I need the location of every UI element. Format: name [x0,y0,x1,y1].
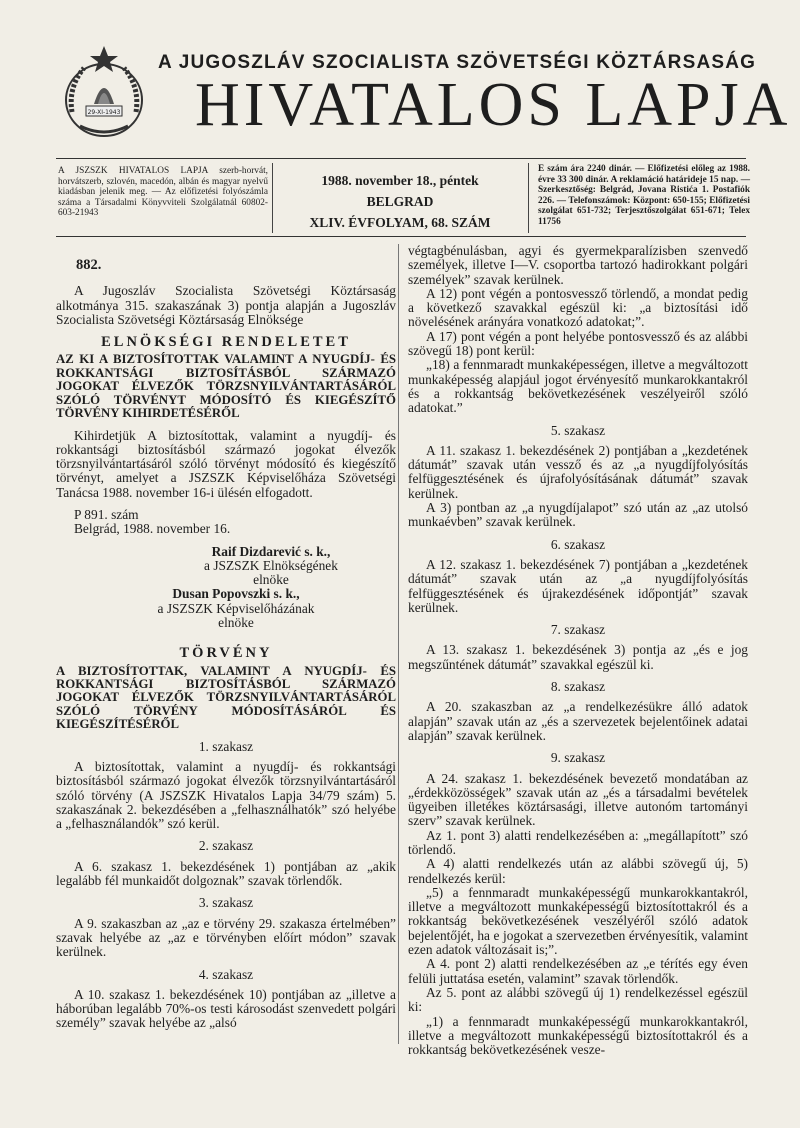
signatory-1-title: elnöke [253,572,289,588]
header-divider-right [528,163,529,233]
section-1-heading: 1. szakasz [198,738,254,754]
section-5-text-b: A 3) pontban az „a nyugdíjalapot” szó után az „az utolsó munkaévben” szavak kerülnek. [408,500,748,530]
header-publication-info: A JSZSZK HIVATALOS LAPJA szerb-horvát, horvátszerb, szlovén, macedón, albán és magyar nyelvű kiadásban jelenik meg. — Az előfizetési folyószámla száma a Társadalmi Könyvviteli Szolgálatnál 60802-603-21943 [58,166,268,218]
emblem-date: 29-XI-1943 [87,109,121,116]
signatory-1-name: Raif Dizdarević s. k., [211,543,331,559]
promulgation-paragraph: Kihirdetjük A biztosítottak, valamint a nyugdíj- és rokkantsági biztosításból származó jogokat élvezők törzsnyilvántartásáról szóló törvényt módosító és kiegészítő törvényt, amelyet a JSZSZK Képviselőháza Szövetségi Tanácsa 1988. november 16-i ülésén elfogadott. [56,427,396,500]
issue-number: XLIV. ÉVFOLYAM, 68. SZÁM [309,215,491,230]
header-divider-left [272,163,273,233]
state-emblem-icon [58,42,150,142]
section-3-heading: 3. szakasz [198,895,254,911]
header-rule-bottom [56,236,746,237]
section-6-heading: 6. szakasz [550,536,606,552]
presidium-title: ELNÖKSÉGI RENDELETET [101,334,351,351]
section-7-text: A 13. szakasz 1. bekezdésének 3) pontja az „és e jog megszűntének dátumát” szavakkal egészül ki. [408,642,748,672]
section-9-text-d: „5) a fennmaradt munkaképességű munkarokkantakról, illetve a megváltozott munkaképességű biztosítottakról és a rokkantság bekövetkezésének veszélyéről szóló adatok bejelentőjét, ha e jogokat a szervezetben érvényesítik, valamint ezen adatok változásait is;”. [408,884,748,958]
section-5-heading: 5. szakasz [550,422,606,438]
left-column [56,244,396,1031]
issue-date: 1988. november 18., péntek [321,173,479,188]
intro-paragraph: A Jugoszláv Szocialista Szövetségi Köztársaság alkotmánya 315. szakaszának 3) pontja alapján a Jugoszláv Szocialista Szövetségi Köztársaság Elnöksége [56,283,396,327]
reference-number: P 891. szám [74,507,139,522]
law-title: A BIZTOSÍTOTTAK, VALAMINT A NYUGDÍJ- ÉS ROKKANTSÁGI BIZTOSÍTÁSBÓL SZÁRMAZÓ JOGOKAT ÉLVEZŐK TÖRZSNYILVÁNTARTÁSÁRÓL SZÓLÓ TÖRVÉNY MÓDOSÍTÁSÁRÓL ÉS KIEGÉSZÍTÉSÉRŐL [56,663,396,732]
header-price-info: E szám ára 2240 dinár. — Előfizetési előleg az 1988. évre 33 300 dinár. A reklamáció határideje 15 nap. — Szerkesztőség: Belgrád, Jovana Ristića 1. Postafiók 226. — Telefonszámok: Központ: 650-155; Előfizetési szolgálat 651-732; Terjesztőszolgálat 651-671; Telex 11756 [538,164,750,227]
section-2-text: A 6. szakasz 1. bekezdésének 1) pontjában az „akik legalább fél munkaidőt dolgoznak” szavak törlendők. [56,858,396,889]
section-9-text-b: Az 1. pont 3) alatti rendelkezésében a: „megállapított” szó törlendő. [408,827,748,857]
section-9-text-f: Az 5. pont az alábbi szövegű új 1) rendelkezéssel egészül ki: [408,984,748,1015]
section-5-text-a: A 11. szakasz 1. bekezdésének 2) pontjában a „kezdetének dátumát” szavak után vessző és az „a nyugdíjfolyósítás felfüggesztésének és újrafolyósításának dátumát” szavak kerülnek. [408,442,748,501]
signatory-2-role: a JSZSZK Képviselőházának [157,600,315,616]
point-12-paragraph: A 12) pont végén a pontosvessző törlendő, a mondat pedig a következő szavakkal egészül ki: „a biztosítási idő növelésének arányára vonatkozó adatokat;”. [408,285,748,330]
header-rule-top [56,158,746,159]
law-heading: TÖRVÉNY [179,645,273,662]
section-9-heading: 9. szakasz [550,750,606,766]
section-2-heading: 2. szakasz [198,838,254,854]
right-column [408,244,748,1057]
signatory-2-name: Dusan Popovszki s. k., [172,586,300,602]
place-date: Belgrád, 1988. november 16. [74,521,231,537]
section-3-text: A 9. szakaszban az „az e törvény 29. szakasza értelmében” szavak helyébe az „az e törvényben előírt módon” szavak kerülnek. [56,915,396,960]
section-8-text: A 20. szakaszban az „a rendelkezésükre álló adatok alapján” szavak után az „és a szervezetek bejelentőinek adatai alapján” szavak kerülnek. [408,699,748,743]
header-issue-block [280,170,520,233]
signatory-2-title: elnöke [218,615,254,631]
masthead-subtitle: A JUGOSZLÁV SZOCIALISTA SZÖVETSÉGI KÖZTÁRSASÁG [158,52,757,73]
section-4-text: A 10. szakasz 1. bekezdésének 10) pontjában az „illetve a háborúban legalább 70%-os testi károsodást szenvedett polgári személy” szavak helyébe az „alsó [56,986,396,1031]
column-divider [398,244,399,1044]
section-9-text-e: A 4. pont 2) alatti rendelkezésében az „e térítés egy éven felüli juttatása esetén, valamint” szavak törlendők. [408,956,748,986]
section-7-heading: 7. szakasz [550,622,606,638]
section-8-heading: 8. szakasz [550,679,606,695]
signatory-1-role: a JSZSZK Elnökségének [204,557,338,573]
section-9-text-g: „1) a fennmaradt munkaképességű munkarokkantakról, illetve a megváltozott munkaképességű biztosítottakról és a rokkantság bekövetkezésének vesze- [408,1013,748,1058]
section-1-text: A biztosítottak, valamint a nyugdíj- és rokkantsági biztosításból származó jogokat élvezők törzsnyilvántartásáról szóló törvény (A JSZSZK Hivatalos Lapja 34/79 szám) 5. szakaszának 2. bekezdésében a „felhasználhatók” szó helyébe a „felhasználandók” szó kerül. [56,759,396,832]
section-4-heading: 4. szakasz [198,966,254,982]
document-number: 882. [76,257,102,273]
section-9-text-c: A 4) alatti rendelkezés után az alábbi szövegű új, 5) rendelkezés kerül: [408,856,748,886]
continuation-paragraph: végtagbénulásban, agyi és gyermekparalízisben szenvedő személyek, illetve I—V. csoportba tartozó hadirokkant polgári személyek” szavak kerülnek. [408,243,748,287]
point-17-paragraph: A 17) pont végén a pont helyébe pontosvessző és az alábbi szövegű 18) pont kerül: [408,328,748,359]
section-6-text: A 12. szakasz 1. bekezdésének 7) pontjában a „kezdetének dátumát” szavak után az „a nyugdíjfolyósítás felfüggesztésének és újrakezdésének időpontját” szavak kerülnek. [408,556,748,615]
decree-title: AZ KI A BIZTOSÍTOTTAK VALAMINT A NYUGDÍJ- ÉS ROKKANTSÁGI BIZTOSÍTÁSBÓL SZÁRMAZÓ JOGOKAT ÉLVEZŐK TÖRZSNYILVÁNTARTÁSÁRÓL SZÓLÓ TÖRVÉNYT MÓDOSÍTÓ ÉS KIEGÉSZÍTŐ TÖRVÉNY KIHIRDETÉSÉRŐL [56,352,396,421]
point-18-paragraph: „18) a fennmaradt munkaképességen, illetve a megváltozott munkaképesség alapjául jogot érvényesítő munkarokkantakról és a rokkantság bekövetkezésének veszélyeiről szóló adatokat.” [408,357,748,416]
masthead-title: HIVATALOS LAPJA [195,71,792,139]
section-9-text-a: A 24. szakasz 1. bekezdésének bevezető mondatában az „érdekközösségek” szavak után az „és a társadalmi bevételek ügyeiben illetékes köztársasági, illetve autonóm tartományi szerv” szavak kerülnek. [408,770,748,829]
issue-city: BELGRAD [366,194,434,209]
